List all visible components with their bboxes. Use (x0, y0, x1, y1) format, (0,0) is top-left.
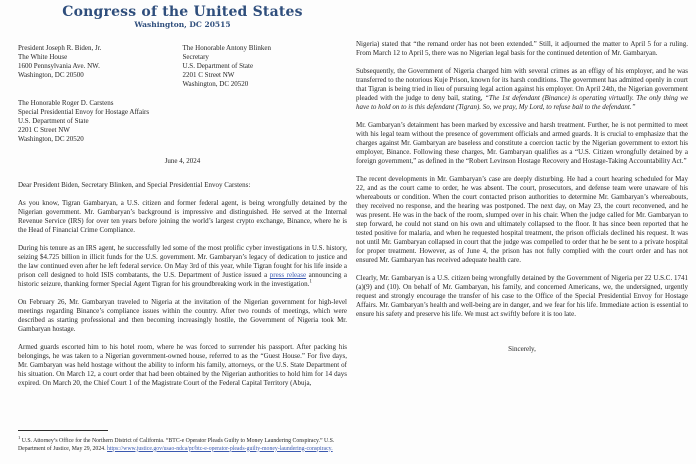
page1-paragraph-4: Armed guards escorted him to his hotel room, where he was forced to surrender his passport. After packing his belongings, he was taken to a Nigerian government-owned house, referred to as the “Guest House.” For five days, Mr. Gambaryan was held hostage without the ability to inform his family, attorneys, or the U.S. State Department of his situation. On March 12, a court order that had been obtained by the Nigerian authorities to hold him for 14 days expired. On March 20, the Chief Court 1 of the Magistrate Court of the Federal Capital Territory (Abuja, (18, 343, 347, 387)
footnote-number: 1 (18, 435, 21, 441)
address-line: The Honorable Antony Blinken (182, 44, 271, 52)
address-line: 2201 C Street NW (18, 126, 70, 134)
footnote-citation: U.S. Attorney’s Office for the Northern District of California. “BTC-e Operator Pleads Guilty to Money Laundering Conspiracy.” U.S. Department of Justice, May 29, 2024. (18, 438, 335, 452)
footnote-marker: 1 (309, 279, 312, 285)
letterhead-subtitle: Washington, DC 20515 (134, 20, 231, 29)
recipient-biden-block (18, 44, 183, 89)
footnote-link[interactable]: https://www.justice.gov/usao-ndca/pr/btc-e-operator-pleads-guilty-money-laundering-conspiracy. (107, 445, 333, 452)
letter-page-1 (18, 5, 347, 459)
court-quote: “The 1st defendant (Binance) is operating virtually. The only thing we have to hold on to is this defendant (Tigran). So, we pray, My Lord, to refuse bail to the defendant.” (356, 94, 689, 111)
address-line: Washington, DC 20520 (18, 135, 84, 143)
address-line: Special Presidential Envoy for Hostage Affairs (18, 108, 150, 116)
paragraph-text: announcing a historic seizure, thanking former Special Agent Tigran for his groundbreaking work in the investigation. (18, 271, 347, 288)
letter-date: June 4, 2024 (164, 157, 201, 165)
page2-paragraph-4: The recent developments in Mr. Gambaryan’s case are deeply disturbing. He had a court hearing scheduled for May 22, and as the court came to order, he was absent. The court, prosecutors, and defense team were unaware of his whereabouts or condition. When the court contacted prison authorities to determine Mr. Gambaryan’s whereabouts, they received no response, and the hearing was postponed. The next day, on May 23, the court reconvened, and he was present. He was in the back of the room, slumped over in his chair. When the judge called for Mr. Gambaryan to step forward, he could not stand on his own and ultimately collapsed to the floor. It has since been reported that he tested positive for malaria, and when he requested hospital treatment, the prison officials declined his request. It was not until Mr. Gambaryan collapsed in court that the judge was compelled to order that he be sent to a private hospital for proper treatment. However, as of June 4, the prison has not fully complied with the court order and has not ensured Mr. Gambaryan has received adequate health care. (356, 175, 688, 264)
paragraph-text: During his tenure as an IRS agent, he successfully led some of the most prolific cyber investigations in U.S. history, seizing $4.725 billion in illicit funds for the U.S. government. Mr. Gambaryan’s legacy of dedication to justice and the law continued even after he left federal service. On May 3rd of this year, while Tigran fought for his life inside a prison cell designed to hold ISIS combatants, the U.S. Department of Justice issued a (18, 244, 347, 279)
page1-paragraph-3: On February 26, Mr. Gambaryan traveled to Nigeria at the invitation of the Nigerian government for high-level meetings regarding Binance’s compliance issues within the country. After two rounds of meetings, which were described as starting professional and then becoming increasingly hostile, the Government of Nigeria took Mr. Gambaryan hostage. (18, 298, 347, 333)
address-line: 2201 C Street NW (182, 71, 235, 79)
address-line: 1600 Pennsylvania Ave. NW. (18, 62, 100, 70)
address-line: U.S. Department of State (18, 117, 89, 125)
closing-sincerely: Sincerely, (508, 345, 536, 353)
page1-paragraph-1: As you know, Tigran Gambaryan, a U.S. citizen and former federal agent, is being wrongfully detained by the Nigerian government. Mr. Gambaryan’s background is impressive and distinguished. He served at the Internal Revenue Service (IRS) for over ten years before joining the world’s largest crypto exchange, Binance, where he is the Head of Financial Crime Compliance. (18, 199, 347, 234)
letterhead-title: Congress of the United States (62, 4, 303, 20)
letter-page-2 (356, 40, 688, 354)
paragraph-text: Subsequently, the Government of Nigeria charged him with several crimes as an effigy of his employer, and he was transferred to the notorious Kuje Prison, known for its harsh conditions. The government has admitted openly in court that Tigran is being tried in lieu of pursuing legal action against his employer. On April 24th, the Nigerian government pleaded with the judge to deny bail, stating, (356, 67, 688, 102)
recipient-blinken-block (183, 44, 348, 89)
address-line: Secretary (182, 53, 209, 61)
address-line: The Honorable Roger D. Carstens (18, 99, 114, 107)
address-line: U.S. Department of State (182, 62, 254, 70)
address-line: President Joseph R. Biden, Jr. (18, 44, 102, 52)
footnote-text (18, 434, 347, 453)
page2-paragraph-2 (356, 67, 688, 112)
recipient-carstens-block (18, 99, 347, 144)
press-release-link[interactable]: press release (269, 271, 307, 279)
footnote-divider (18, 430, 108, 431)
address-line: The White House (18, 53, 68, 61)
address-line: Washington, DC 20500 (18, 71, 84, 79)
letterhead (18, 5, 347, 30)
page2-paragraph-5: Clearly, Mr. Gambaryan is a U.S. citizen being wrongfully detained by the Government of Nigeria per 22 U.S.C. 1741 (a)(9) and (10). On behalf of Mr. Gambaryan, his family, and concerned Americans, we, the undersigned, urgently request and strongly encourage the transfer of his case to the Office of the Special Presidential Envoy for Hostage Affairs. Mr. Gambaryan’s health and well-being are in danger, and we fear for his life. Immediate action is essential to ensure his safety and preserve his life. We must act swiftly before it is too late. (356, 274, 688, 318)
footnote (18, 430, 347, 453)
address-line: Washington, DC 20520 (182, 80, 249, 88)
page1-paragraph-2 (18, 244, 347, 289)
salutation: Dear President Biden, Secretary Blinken, and Special Presidential Envoy Carstens: (18, 181, 251, 189)
page2-paragraph-3: Mr. Gambaryan’s detainment has been marked by excessive and harsh treatment. Further, he is not permitted to meet with his legal team without the presence of government officials and armed guards. It is crucial to emphasize that the charges against Mr. Gambaryan are baseless and constitute a coercion tactic by the Nigerian government to extort his employer, Binance. Following these charges, Mr. Gambaryan qualifies as a “U.S. Citizen wrongfully detained by a foreign government,” as defined in the “Robert Levinson Hostage Recovery and Hostage-Taking Accountability Act.” (356, 121, 688, 165)
page2-paragraph-1: Nigeria) stated that “the remand order has not been extended.” Still, it adjourned the matter to April 5 for a ruling. From March 12 to April 5, there was no Nigerian legal basis for the continued detention of Mr. Gambaryan. (356, 40, 688, 57)
recipient-row (18, 44, 347, 99)
